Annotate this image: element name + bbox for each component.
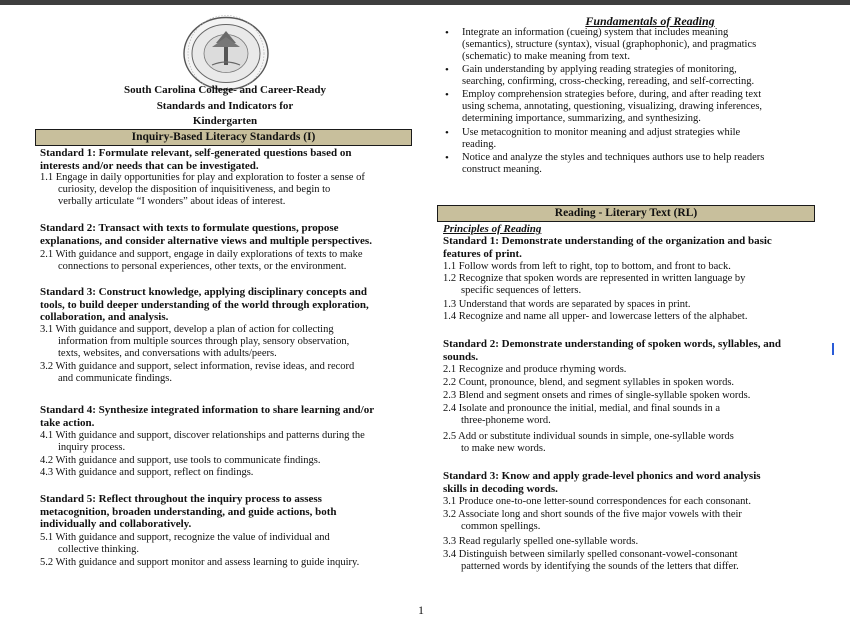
header-line-2: Standards and Indicators for [156, 100, 294, 112]
indicator-3-1: 3.1 With guidance and support, develop a plan of action for collecting information from multiple sources through play, sensory observation, texts, websites, and conversations with adults/peers. [40, 324, 350, 359]
rl-indicator-2-4: 2.4 Isolate and pronounce the initial, medial, and final sounds in a three-phoneme word. [443, 403, 721, 426]
inquiry-standard-5-title: Standard 5: Reflect throughout the inquiry process to assess metacognition, broaden understanding, and guide actions, both individually and collaboratively. [40, 493, 337, 530]
bullet-dot-icon: • [445, 89, 449, 102]
header-line-1: South Carolina College- and Career-Ready [123, 84, 327, 96]
indicator-5-1: 5.1 With guidance and support, recognize the value of individual and collective thinking. [40, 532, 330, 555]
bullet-dot-icon: • [445, 27, 449, 39]
indicator-5-2: 5.2 With guidance and support monitor and assess learning to guide inquiry. [40, 557, 360, 568]
bullet-dot-icon: • [445, 126, 449, 139]
rl-indicator-2-3: 2.3 Blend and segment onsets and rimes of single-syllable spoken words. [443, 390, 751, 401]
fundamentals-bullet-1: • Integrate an information (cueing) system that includes meaning (semantics), structure (syntax), visual (graphophonic), and pragmatics (schematic) to make meaning from text. [445, 27, 757, 62]
inquiry-standard-1-title: Standard 1: Formulate relevant, self-generated questions based on interests and/or needs that can be investigated. [40, 147, 352, 172]
rl-indicator-2-1: 2.1 Recognize and produce rhyming words. [443, 364, 627, 375]
rl-indicator-3-2: 3.2 Associate long and short sounds of the five major vowels with their common spellings. [443, 509, 742, 532]
rl-indicator-1-3: 1.3 Understand that words are separated by spaces in print. [443, 299, 691, 310]
principles-subheading: Principles of Reading [443, 223, 542, 235]
rl-indicator-3-4: 3.4 Distinguish between similarly spelled consonant-vowel-consonant patterned words by identifying the sounds of the letters that differ. [443, 549, 739, 572]
fundamentals-bullet-5: • Notice and analyze the styles and techniques authors use to help readers construct meaning. [445, 151, 765, 175]
page-number: 1 [418, 603, 424, 617]
header-line-3: Kindergarten [192, 115, 258, 127]
fundamentals-bullet-2: • Gain understanding by applying reading strategies of monitoring, searching, confirming, cross-checking, rereading, and self-correcting. [445, 64, 755, 88]
rl-indicator-2-5: 2.5 Add or substitute individual sounds in simple, one-syllable words to make new words. [443, 431, 734, 454]
rl-indicator-1-4: 1.4 Recognize and name all upper- and lowercase letters of the alphabet. [443, 311, 748, 322]
document-page [0, 5, 850, 625]
rl-indicator-1-2: 1.2 Recognize that spoken words are represented in written language by specific sequences of letters. [443, 273, 746, 296]
rl-indicator-3-3: 3.3 Read regularly spelled one-syllable words. [443, 536, 639, 547]
reading-literary-band: Reading - Literary Text (RL) [437, 205, 815, 222]
indicator-4-2: 4.2 With guidance and support, use tools to communicate findings. [40, 455, 321, 466]
indicator-2-1: 2.1 With guidance and support, engage in daily explorations of texts to make connections to personal experiences, other texts, or the environment. [40, 249, 363, 272]
rl-indicator-3-1: 3.1 Produce one-to-one letter-sound correspondences for each consonant. [443, 496, 751, 507]
indicator-1-1: 1.1 Engage in daily opportunities for play and exploration to foster a sense of curiosity, develop the disposition of inquisitiveness, and begin to verbally articulate “I wonders” about ideas of interest. [40, 172, 365, 207]
reading-standard-1-title: Standard 1: Demonstrate understanding of the organization and basic features of print. [443, 235, 772, 260]
rl-indicator-2-2: 2.2 Count, pronounce, blend, and segment syllables in spoken words. [443, 377, 735, 388]
indicator-3-2: 3.2 With guidance and support, select information, revise ideas, and record and communicate findings. [40, 361, 355, 384]
inquiry-standard-2-title: Standard 2: Transact with texts to formulate questions, propose explanations, and consider alternative views and multiple perspectives. [40, 222, 372, 247]
inquiry-standard-4-title: Standard 4: Synthesize integrated information to share learning and/or take action. [40, 404, 375, 429]
indicator-4-3: 4.3 With guidance and support, reflect on findings. [40, 467, 254, 478]
reading-standard-2-title: Standard 2: Demonstrate understanding of spoken words, syllables, and sounds. [443, 338, 781, 363]
fundamentals-bullet-4: • Use metacognition to monitor meaning and adjust strategies while reading. [445, 126, 741, 150]
rl-indicator-1-1: 1.1 Follow words from left to right, top to bottom, and front to back. [443, 261, 731, 272]
bullet-dot-icon: • [445, 64, 449, 77]
reading-standard-3-title: Standard 3: Know and apply grade-level phonics and word analysis skills in decoding words. [443, 470, 761, 495]
fundamentals-list [443, 27, 813, 177]
indicator-4-1: 4.1 With guidance and support, discover relationships and patterns during the inquiry process. [40, 430, 365, 453]
state-seal-logo [182, 15, 270, 92]
fundamentals-title: Fundamentals of Reading [585, 14, 715, 28]
inquiry-standards-band: Inquiry-Based Literacy Standards (I) [35, 129, 412, 146]
fundamentals-bullet-3: • Employ comprehension strategies before, during, and after reading text using schema, annotating, questioning, visualizing, drawing inferences, determining importance, summarizing, and synthesizing. [445, 89, 763, 125]
bullet-dot-icon: • [445, 151, 449, 164]
text-cursor [832, 343, 834, 355]
inquiry-standard-3-title: Standard 3: Construct knowledge, applying disciplinary concepts and tools, to build deeper understanding of the world through exploration, collaboration, and analysis. [40, 286, 369, 323]
